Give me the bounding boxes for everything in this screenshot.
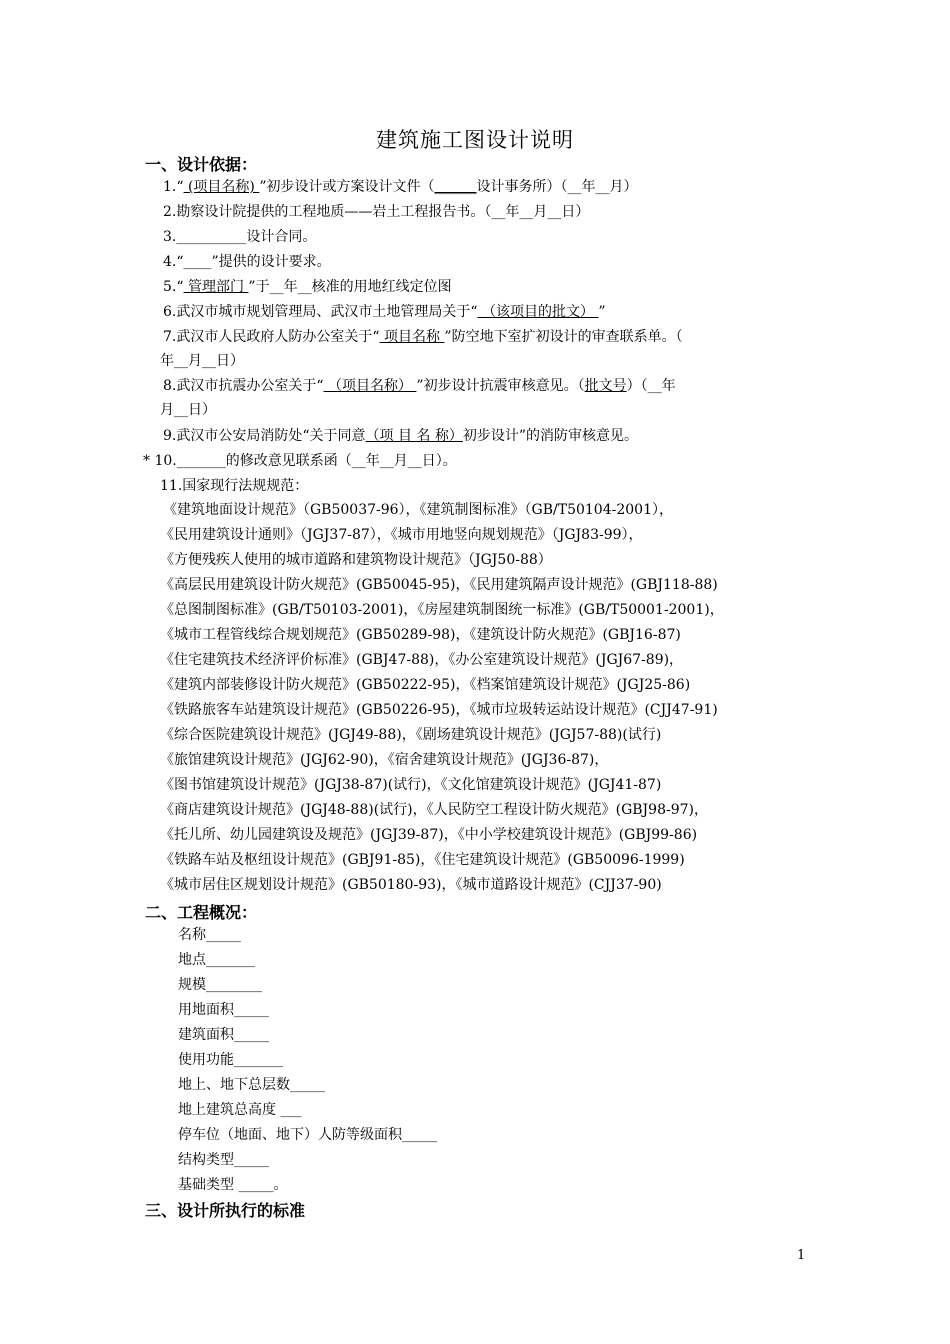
basis-item-10: * 10._______的修改意见联系函（__年__月__日）。 xyxy=(143,453,457,469)
standard-line: 《建筑内部装修设计防火规范》(GB50222-95)，《档案馆建筑设计规范》(JGJ25-86) xyxy=(160,677,691,693)
text: 设计事务所）（__年__月） xyxy=(476,179,638,195)
basis-item-7-cont: 年__月__日） xyxy=(160,353,244,369)
text: 9.武汉市公安局消防处“关于同意 xyxy=(163,428,366,444)
basis-item-8 xyxy=(163,376,676,396)
standard-line: 《综合医院建筑设计规范》(JGJ49-88)，《剧场建筑设计规范》(JGJ57-88)(试行) xyxy=(160,727,662,743)
underlined-text: 项目名称 xyxy=(379,329,445,345)
overview-item: 名称_____ xyxy=(178,927,241,943)
underlined-text: ______ xyxy=(434,179,477,195)
overview-item: 地点_______ xyxy=(178,952,255,968)
section-heading-project-overview: 二、工程概况： xyxy=(145,903,258,922)
basis-item-9 xyxy=(163,426,638,446)
section-heading-design-basis: 一、设计依据： xyxy=(145,155,258,174)
standard-line: 《旅馆建筑设计规范》(JGJ62-90)，《宿舍建筑设计规范》(JGJ36-87)， xyxy=(160,752,609,768)
standard-line: 《民用建筑设计通则》（JGJ37-87），《城市用地竖向规划规范》（JGJ83-99）， xyxy=(160,527,643,543)
text: 初步设计”的消防审核意见。 xyxy=(462,428,639,444)
basis-item-1 xyxy=(163,177,638,197)
underlined-text: （该项目的批文） xyxy=(477,304,599,320)
basis-item-2: 2.勘察设计院提供的工程地质——岩土工程报告书。（__年__月__日） xyxy=(163,204,590,220)
overview-item: 基础类型 _____。 xyxy=(178,1177,288,1193)
basis-item-7 xyxy=(163,327,683,347)
standard-line: 《建筑地面设计规范》（GB50037-96），《建筑制图标准》（GB/T50104-2001）， xyxy=(163,502,673,518)
standard-line: 《托儿所、幼儿园建筑设及规范》(JGJ39-87)，《中小学校建筑设计规范》(GBJ99-86) xyxy=(160,827,698,843)
underlined-text: 批文号 xyxy=(584,378,627,394)
text: 8.武汉市抗震办公室关于“ xyxy=(163,378,324,394)
page-title: 建筑施工图设计说明 xyxy=(376,128,574,152)
overview-item: 使用功能_______ xyxy=(178,1052,283,1068)
basis-item-3: 3.__________设计合同。 xyxy=(163,229,317,245)
underlined-text: （项目名称） xyxy=(323,378,417,394)
basis-item-8-cont: 月__日） xyxy=(160,402,216,418)
text: 7.武汉市人民政府人防办公室关于“ xyxy=(163,329,380,345)
standard-line: 《铁路旅客车站建筑设计规范》(GB50226-95)，《城市垃圾转运站设计规范》(CJJ47-91) xyxy=(160,702,718,718)
overview-item: 用地面积_____ xyxy=(178,1002,269,1018)
standard-line: 《城市居住区规划设计规范》(GB50180-93)，《城市道路设计规范》(CJJ37-90) xyxy=(160,877,662,893)
overview-item: 地上、地下总层数_____ xyxy=(178,1077,325,1093)
basis-item-5 xyxy=(163,277,452,297)
standard-line: 《方便残疾人使用的城市道路和建筑物设计规范》（JGJ50-88） xyxy=(160,552,552,568)
underlined-text: (项目名称) xyxy=(183,179,260,195)
standard-line: 《图书馆建筑设计规范》(JGJ38-87)(试行)，《文化馆建筑设计规范》(JGJ41-87) xyxy=(160,777,662,793)
underlined-text: （项 目 名 称） xyxy=(365,428,463,444)
standard-line: 《住宅建筑技术经济评价标准》(GBJ47-88)，《办公室建筑设计规范》(JGJ67-89)， xyxy=(160,652,684,668)
text: ” xyxy=(598,304,606,320)
text: 1.“ xyxy=(163,179,184,195)
basis-item-11: 11.国家现行法规规范： xyxy=(160,478,309,494)
text: 5.“ xyxy=(163,279,184,295)
text: ”初步设计或方案设计文件（ xyxy=(259,179,435,195)
basis-item-6 xyxy=(163,302,606,322)
section-heading-standards: 三、设计所执行的标准 xyxy=(145,1201,306,1220)
basis-item-4: 4.“____”提供的设计要求。 xyxy=(163,254,331,270)
underlined-text: 管理部门 xyxy=(183,279,249,295)
overview-item: 结构类型_____ xyxy=(178,1152,269,1168)
text: ”于__年__核准的用地红线定位图 xyxy=(248,279,452,295)
text: 6.武汉市城市规划管理局、武汉市土地管理局关于“ xyxy=(163,304,478,320)
text: ”初步设计抗震审核意见。（ xyxy=(416,378,585,394)
overview-item: 停车位（地面、地下）人防等级面积_____ xyxy=(178,1127,437,1143)
text: ”防空地下室扩初设计的审查联系单。（ xyxy=(444,329,683,345)
standard-line: 《商店建筑设计规范》(JGJ48-88)(试行)，《人民防空工程设计防火规范》(GBJ98-97)， xyxy=(160,802,708,818)
standard-line: 《城市工程管线综合规划规范》(GB50289-98)，《建筑设计防火规范》(GBJ16-87) xyxy=(160,627,681,643)
page-number: 1 xyxy=(797,1248,806,1263)
text: ）（__年 xyxy=(626,378,676,394)
overview-item: 地上建筑总高度 ___ xyxy=(178,1102,302,1118)
standard-line: 《总图制图标准》(GB/T50103-2001)，《房屋建筑制图统一标准》(GB/T50001-2001)， xyxy=(160,602,724,618)
standard-line: 《高层民用建筑设计防火规范》(GB50045-95)，《民用建筑隔声设计规范》(GBJ118-88) xyxy=(160,577,718,593)
overview-item: 规模________ xyxy=(178,977,262,993)
overview-item: 建筑面积_____ xyxy=(178,1027,269,1043)
standard-line: 《铁路车站及枢纽设计规范》(GBJ91-85)，《住宅建筑设计规范》(GB50096-1999) xyxy=(160,852,685,868)
